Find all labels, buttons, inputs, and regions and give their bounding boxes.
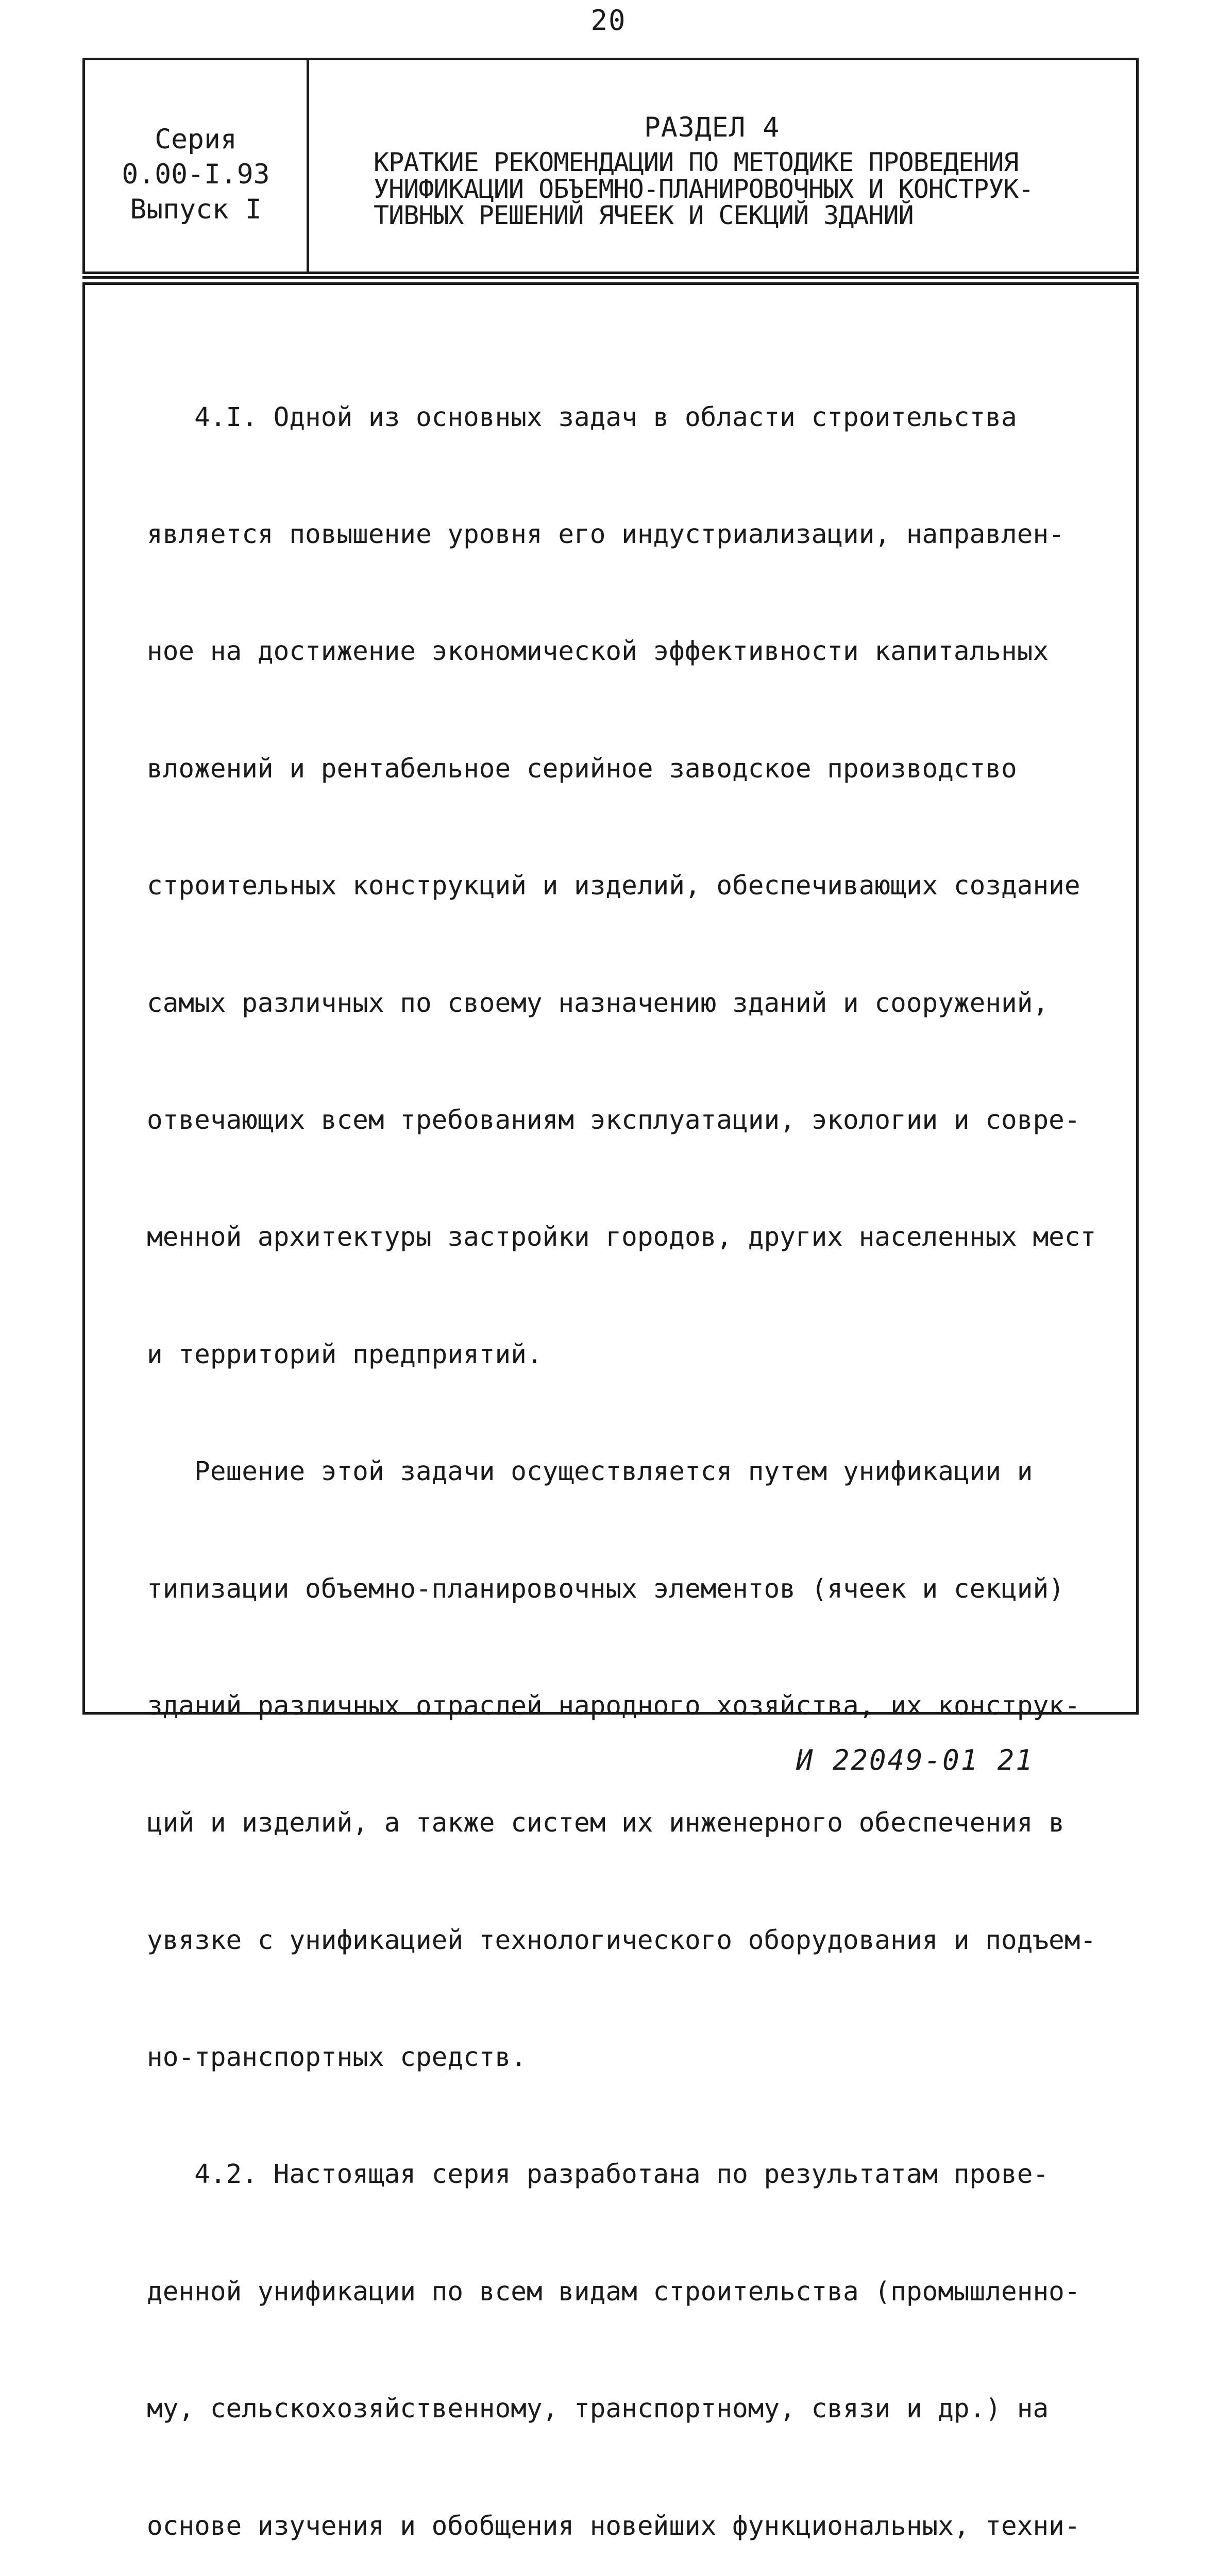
series-code: 0.00-I.93 <box>122 158 270 190</box>
body-line: денной унификации по всем видам строительства (промышленно- <box>147 2276 1080 2307</box>
section-title-line: ТИВНЫХ РЕШЕНИЙ ЯЧЕЕК И СЕКЦИЙ ЗДАНИЙ <box>374 200 914 230</box>
body-line: 4.2. Настоящая серия разработана по результатам прове- <box>147 2159 1049 2190</box>
body-line: вложений и рентабельное серийное заводское производство <box>147 753 1017 784</box>
issue-label: Выпуск I <box>130 193 262 225</box>
section-title-line: КРАТКИЕ РЕКОМЕНДАЦИИ ПО МЕТОДИКЕ ПРОВЕДЕНИЯ <box>374 147 1019 177</box>
series-label: Серия <box>155 124 237 155</box>
title-cell <box>309 60 1136 272</box>
body-line: 4.I. Одной из основных задач в области строительства <box>147 402 1017 433</box>
section-label: РАЗДЕЛ 4 <box>644 112 780 143</box>
body-line: строительных конструкций и изделий, обеспечивающих создание <box>147 871 1080 902</box>
body-line: и территорий предприятий. <box>147 1339 543 1370</box>
title-block <box>82 58 1139 274</box>
body-line: отвечающих всем требованиям эксплуатации, экологии и совре- <box>147 1105 1080 1136</box>
body-line: Решение этой задачи осуществляется путем унификации и <box>147 1456 1033 1487</box>
body-line: ное на достижение экономической эффективности капитальных <box>147 636 1049 667</box>
body-text <box>147 320 1096 2576</box>
body-line: типизации объемно-планировочных элементов (ячеек и секций) <box>147 1573 1064 1604</box>
body-line: основе изучения и обобщения новейших функциональных, техни- <box>147 2511 1080 2541</box>
body-line: самых различных по своему назначению зданий и сооружений, <box>147 988 1049 1019</box>
document-code: И 22049-01 21 <box>796 1744 1034 1776</box>
section-title-line: УНИФИКАЦИИ ОБЪЕМНО-ПЛАНИРОВОЧНЫХ И КОНСТРУК- <box>374 174 1034 204</box>
body-line: является повышение уровня его индустриализации, направлен- <box>147 519 1064 550</box>
body-line: менной архитектуры застройки городов, других населенных мест <box>147 1222 1096 1253</box>
body-line: му, сельскохозяйственному, транспортному, связи и др.) на <box>147 2394 1049 2425</box>
body-line: ций и изделий, а также систем их инженерного обеспечения в <box>147 1808 1064 1839</box>
body-line: зданий различных отраслей народного хозяйства, их конструк- <box>147 1690 1080 1721</box>
body-line: но-транспортных средств. <box>147 2042 527 2073</box>
page-number: 20 <box>590 4 627 37</box>
body-line: увязке с унификацией технологического оборудования и подъем- <box>147 1925 1096 1956</box>
series-cell <box>85 60 309 272</box>
section-title <box>374 149 1126 229</box>
